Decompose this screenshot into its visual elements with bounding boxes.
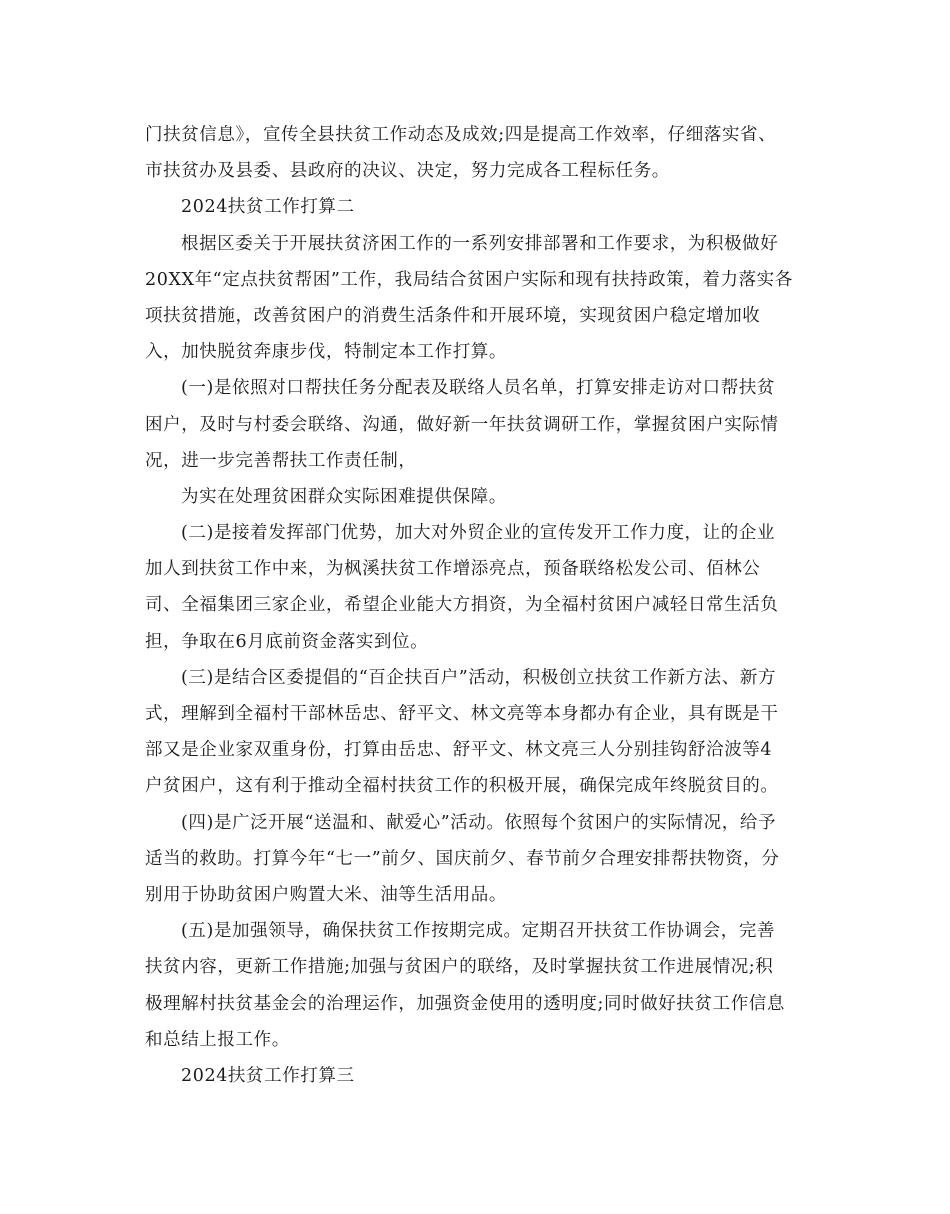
- text-line: 司、全福集团三家企业，希望企业能大方捐资，为全福村贫困户减轻日常生活负: [145, 595, 779, 616]
- text-line: 困户，及时与村委会联络、沟通，做好新一年扶贫调研工作，掌握贫困户实际情: [145, 414, 779, 435]
- text-line: 入，加快脱贫奔康步伐，特制定本工作打算。: [145, 342, 507, 363]
- text-line: 根据区委关于开展扶贫济困工作的一系列安排部署和工作要求，为积极做好: [181, 233, 779, 254]
- text-line: 况，进一步完善帮扶工作责任制，: [145, 450, 417, 471]
- text-line: 为实在处理贫困群众实际困难提供保障。: [181, 486, 507, 507]
- text-line: 20XX年“定点扶贫帮困”工作，我局结合贫困户实际和现有扶持政策，着力落实各: [145, 269, 793, 290]
- text-line: 适当的救助。打算今年“七一”前夕、国庆前夕、春节前夕合理安排帮扶物资，分: [145, 848, 780, 869]
- document-body: [145, 117, 810, 1094]
- text-line: 式，理解到全福村干部林岳忠、舒平文、林文亮等本身都办有企业，具有既是干: [145, 704, 779, 724]
- text-line: (四)是广泛开展“送温和、献爱心”活动。依照每个贫困户的实际情况，给予: [181, 812, 777, 833]
- text-line: 门扶贫信息》，宣传全县扶贫工作动态及成效;四是提高工作效率，仔细落实省、: [145, 125, 777, 145]
- text-line: (一)是依照对口帮扶任务分配表及联络人员名单，打算安排走访对口帮扶贫: [181, 378, 776, 399]
- text-line: 别用于协助贫困户购置大米、油等生活用品。: [145, 884, 507, 905]
- text-line: 加人到扶贫工作中来，为枫溪扶贫工作增添亮点，预备联络松发公司、佰林公: [145, 559, 761, 580]
- section-heading: 2024扶贫工作打算二: [181, 197, 355, 218]
- section-heading: 2024扶贫工作打算三: [181, 1065, 355, 1086]
- text-line: 项扶贫措施，改善贫困户的消费生活条件和开展环境，实现贫困户稳定增加收: [145, 305, 761, 326]
- text-line: (二)是接着发挥部门优势，加大对外贸企业的宣传发开工作力度，让的企业: [181, 523, 776, 544]
- text-line: 部又是企业家双重身份，打算由岳忠、舒平文、林文亮三人分别挂钩舒洽波等4: [145, 740, 773, 761]
- text-line: 市扶贫办及县委、县政府的决议、决定，努力完成各工程标任务。: [145, 161, 670, 182]
- text-line: 和总结上报工作。: [145, 1029, 290, 1050]
- text-line: 担，争取在6月底前资金落实到位。: [145, 631, 429, 652]
- text-line: 扶贫内容，更新工作措施;加强与贫困户的联络，及时掌握扶贫工作进展情况;积: [145, 957, 774, 978]
- text-line: (五)是加强领导，确保扶贫工作按期完成。定期召开扶贫工作协调会，完善: [181, 921, 776, 942]
- text-line: 极理解村扶贫基金会的治理运作，加强资金使用的透明度;同时做好扶贫工作信息: [145, 993, 785, 1014]
- text-line: (三)是结合区委提倡的“百企扶百户”活动，积极创立扶贫工作新方法、新方: [181, 667, 777, 688]
- text-line: 户贫困户，这有利于推动全福村扶贫工作的积极开展，确保完成年终脱贫目的。: [145, 776, 779, 797]
